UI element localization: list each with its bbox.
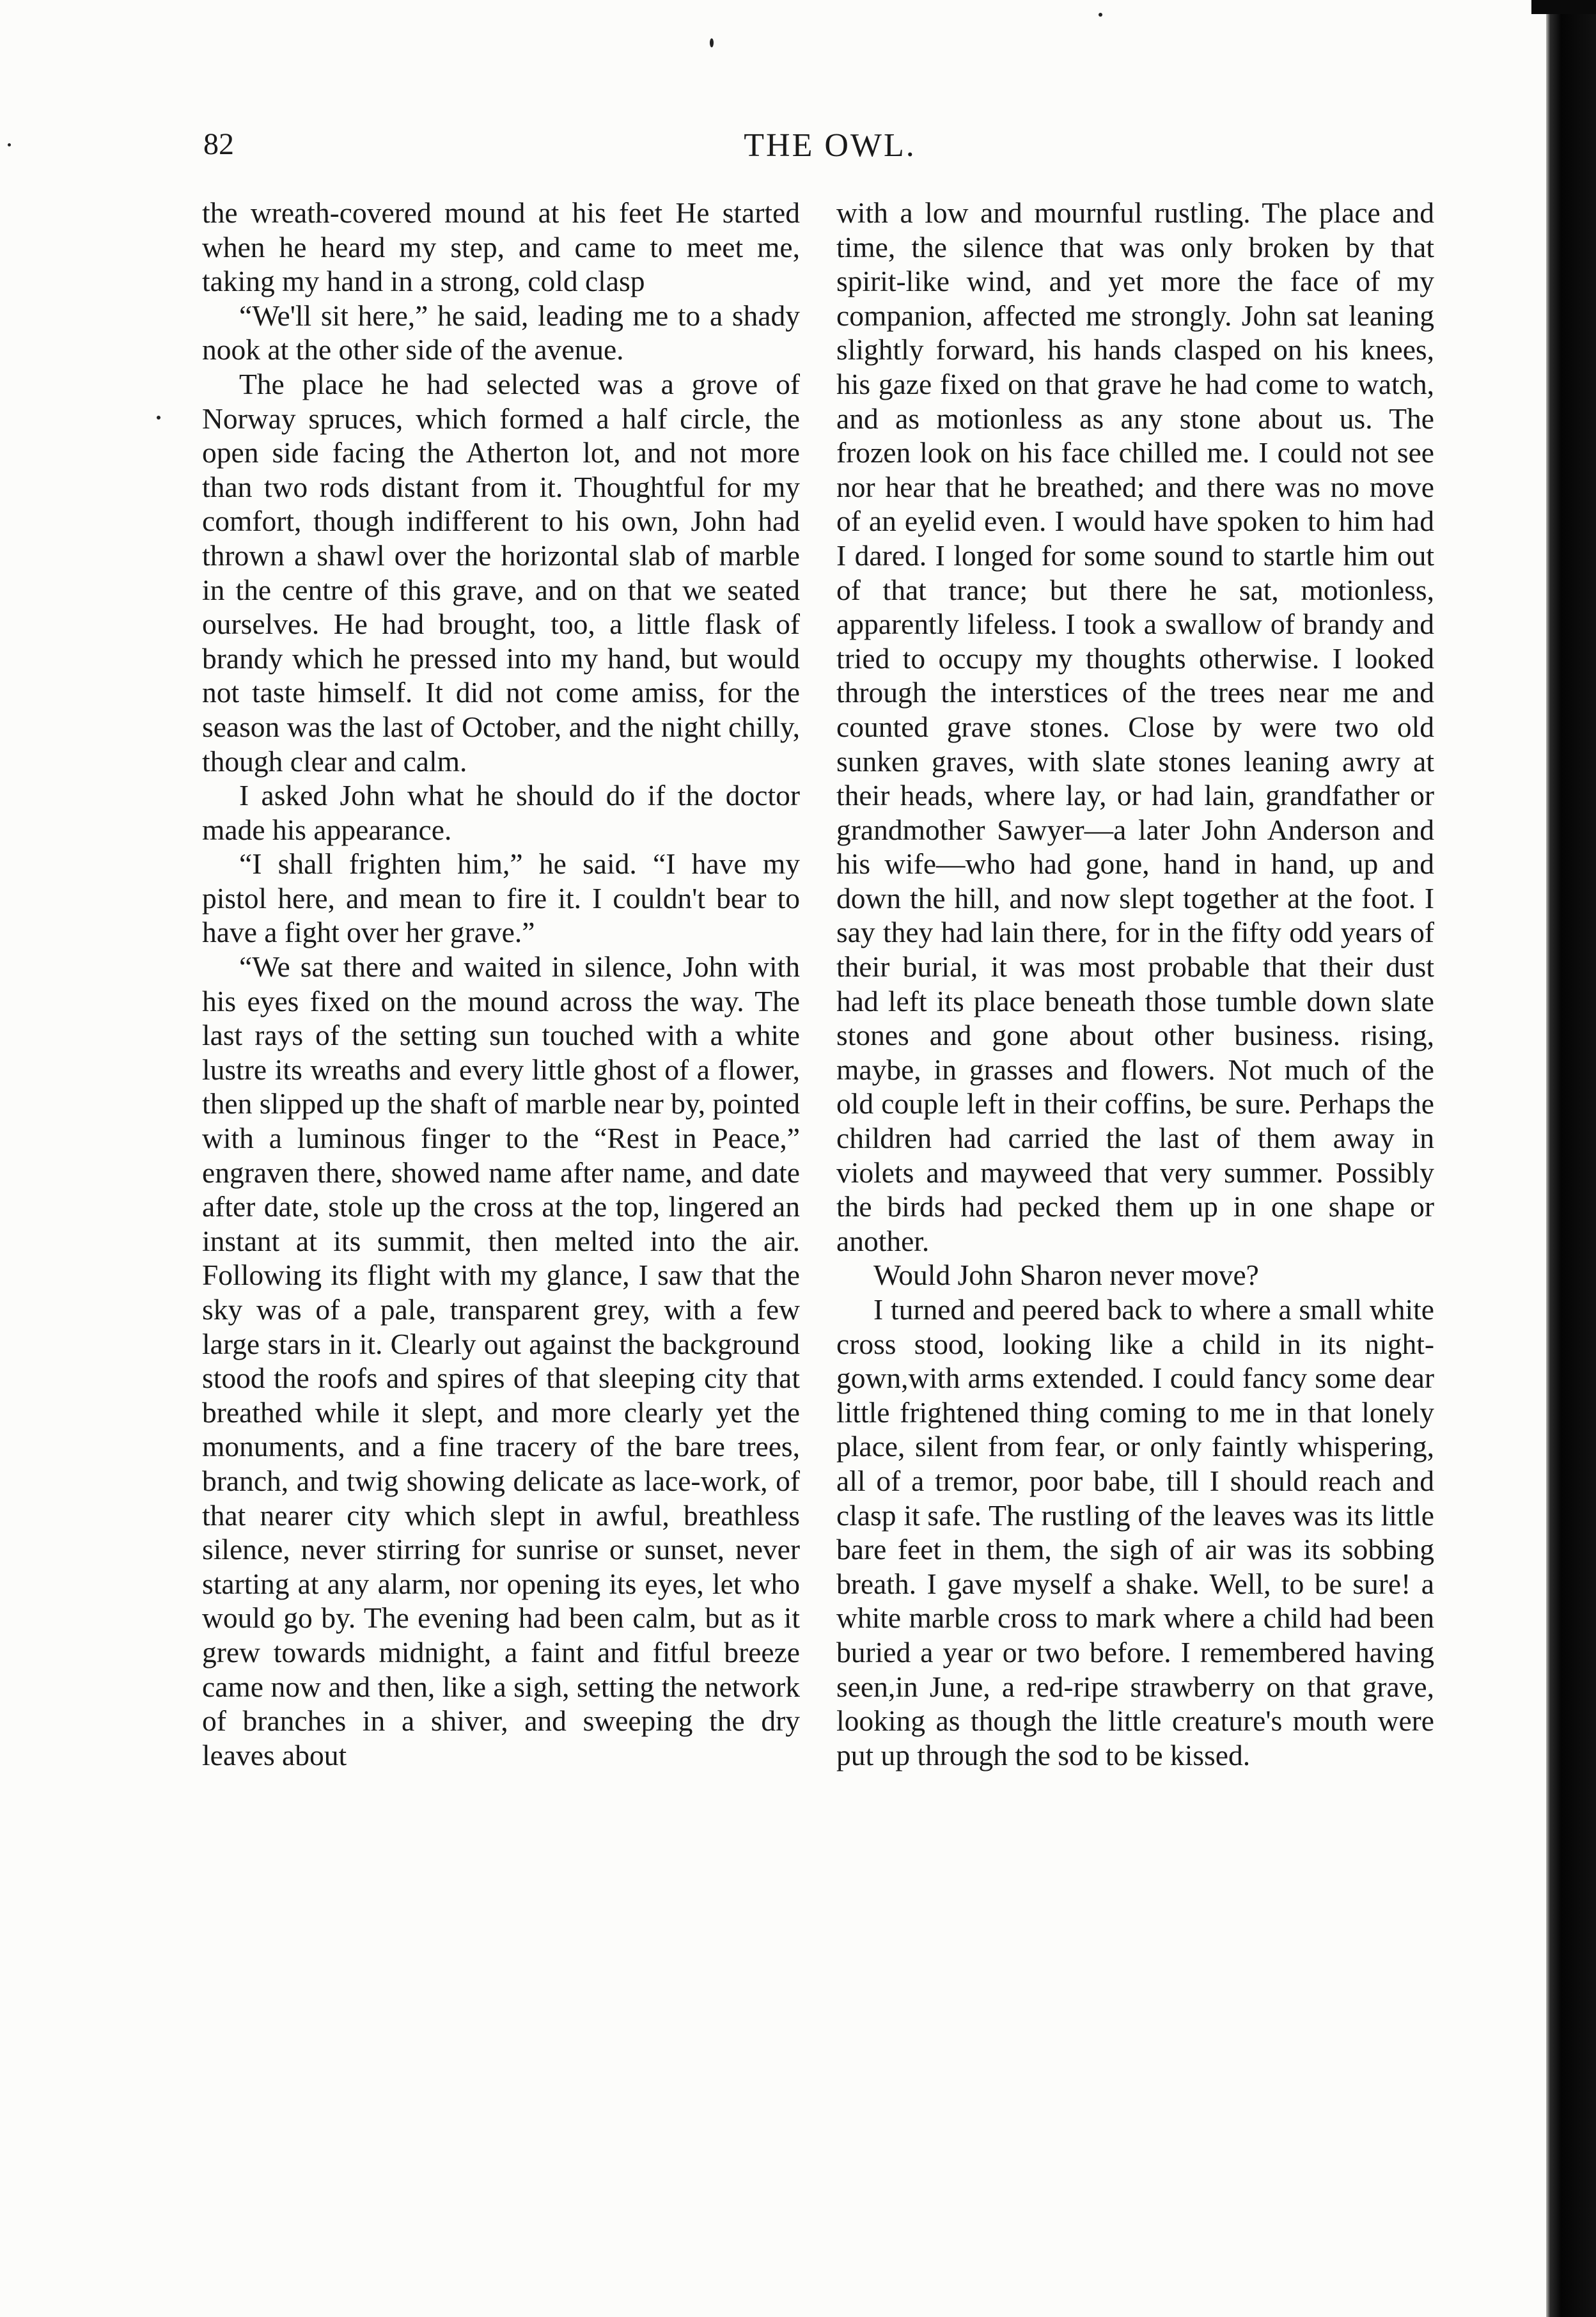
scan-speck xyxy=(1099,13,1102,17)
page-number: 82 xyxy=(203,127,234,161)
paragraph: The place he had selected was a grove of Norway spruces, which formed a half circle, the open side facing the Atherton lot, and not more than two rods distant from it. Thoughtful for my comfort, though indifferent to his own, John had thrown a shawl over the horizontal slab of marble in the centre of this grave, and on that we seated ourselves. He had brought, too, a little flask of brandy which he pressed into my hand, but would not taste himself. It did not come amiss, for the season was the last of October, and the night chilly, though clear and calm. xyxy=(202,367,800,778)
paragraph: with a low and mournful rustling. The place and time, the silence that was only broken by that spirit-like wind, and yet more the face of my companion, affected me strongly. John sat leaning slightly forward, his hands clasped on his knees, his gaze fixed on that grave he had come to watch, and as motionless as any stone about us. The frozen look on his face chilled me. I could not see nor hear that he breathed; and there was no move of an eyelid even. I would have spoken to him had I dared. I longed for some sound to startle him out of that trance; but there he sat, motionless, apparently lifeless. I took a swallow of brandy and tried to occupy my thoughts otherwise. I looked through the interstices of the trees near me and counted grave stones. Close by were two old sunken graves, with slate stones leaning awry at their heads, where lay, or had lain, grandfather or grandmother Sawyer—a later John Anderson and his wife—who had gone, hand in hand, up and down the hill, and now slept together at the foot. I say they had lain there, for in the fifty odd years of their burial, it was most probable that their dust had left its place beneath those tumble down slate stones and gone about other business. rising, maybe, in grasses and flowers. Not much of the old couple left in their coffins, be sure. Perhaps the children had carried the last of them away in violets and mayweed that very summer. Possibly the birds had pecked them up in one shape or another. xyxy=(836,196,1434,1257)
paragraph: “I shall frighten him,” he said. “I have my pistol here, and mean to fire it. I couldn't bear to have a fight over her grave.” xyxy=(202,847,800,949)
running-title: THE OWL. xyxy=(744,127,916,164)
scan-speck xyxy=(8,143,11,146)
page-edge-shadow xyxy=(1546,0,1596,2317)
paragraph: “We'll sit here,” he said, leading me to a shady nook at the other side of the avenue. xyxy=(202,299,800,366)
scan-speck xyxy=(157,416,160,420)
page-header xyxy=(203,127,1457,178)
paragraph: I asked John what he should do if the doctor made his appearance. xyxy=(202,779,800,846)
page-edge-notch xyxy=(1531,0,1596,14)
right-column xyxy=(836,196,1434,1772)
paragraph: I turned and peered back to where a small white cross stood, looking like a child in its night-gown,with arms extended. I could fancy some dear little frightened thing coming to me in that lonely place, silent from fear, or only faintly whispering, all of a tremor, poor babe, till I should reach and clasp it safe. The rustling of the leaves was its little bare feet in them, the sigh of air was its sobbing breath. I gave myself a shake. Well, to be sure! a white marble cross to mark where a child had been buried a year or two before. I remembered having seen,in June, a red-ripe strawberry on that grave, looking as though the little creature's mouth were put up through the sod to be kissed. xyxy=(836,1293,1434,1771)
left-column xyxy=(202,196,800,1772)
scan-speck xyxy=(710,38,714,47)
paragraph: Would John Sharon never move? xyxy=(873,1259,1259,1292)
paragraph: “We sat there and waited in silence, John with his eyes fixed on the mound across the way. The last rays of the setting sun touched with a white lustre its wreaths and every little ghost of a flower, then slipped up the shaft of marble near by, pointed with a luminous finger to the “Rest in Peace,” engraven there, showed name after name, and date after date, stole up the cross at the top, lingered an instant at its summit, then melted into the air. Following its flight with my glance, I saw that the sky was of a pale, transparent grey, with a few large stars in it. Clearly out against the background stood the roofs and spires of that sleeping city that breathed while it slept, and more clearly yet the monuments, and a fine tracery of the bare trees, branch, and twig showing delicate as lace-work, of that nearer city which slept in awful, breathless silence, never stirring for sunrise or sunset, never starting at any alarm, nor opening its eyes, let who would go by. The evening had been calm, but as it grew towards midnight, a faint and fitful breeze came now and then, like a sigh, setting the network of branches in a shiver, and sweeping the dry leaves about xyxy=(202,950,800,1771)
paragraph: the wreath-covered mound at his feet He started when he heard my step, and came to meet me, taking my hand in a strong, cold clasp xyxy=(202,196,800,298)
